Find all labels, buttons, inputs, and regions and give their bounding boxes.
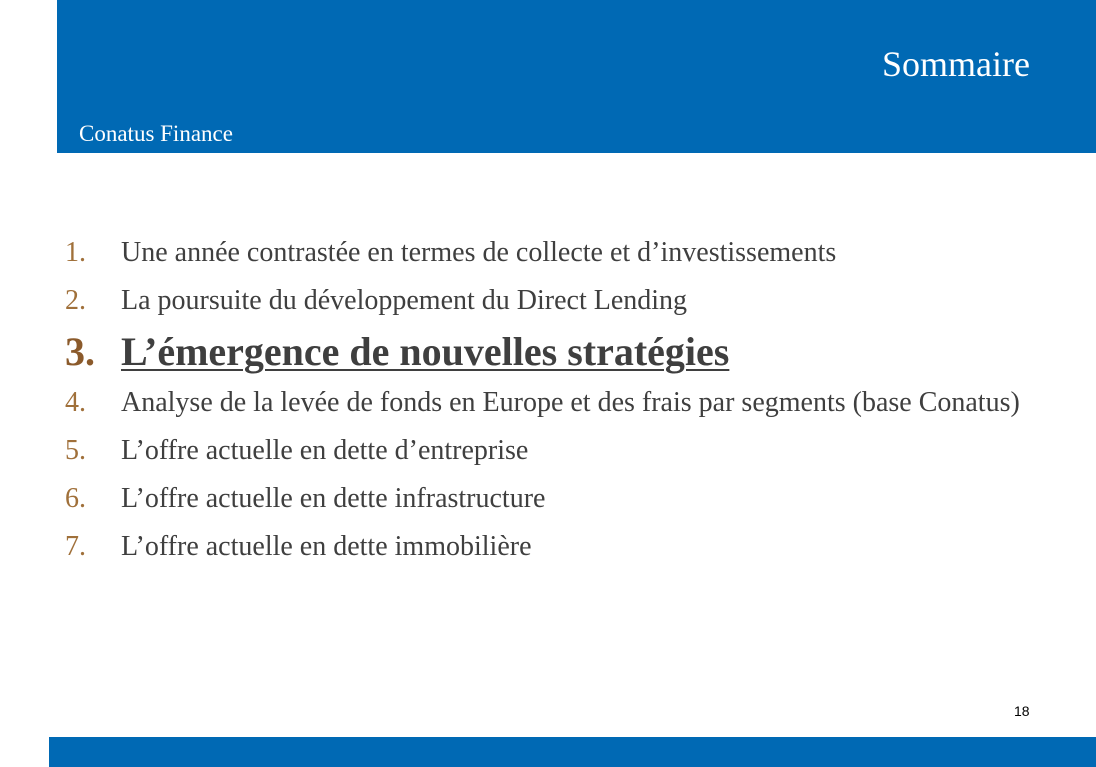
footer-band <box>49 737 1096 767</box>
header-band <box>57 0 1096 153</box>
table-of-contents <box>65 232 1045 574</box>
toc-item-2[interactable] <box>65 280 1045 321</box>
toc-item-1[interactable] <box>65 232 1045 273</box>
toc-item-label: Une année contrastée en termes de collecte et d’investissements <box>121 237 837 268</box>
toc-item-3-current[interactable] <box>65 328 1045 376</box>
toc-item-label: L’offre actuelle en dette immobilière <box>121 531 532 562</box>
company-name: Conatus Finance <box>79 121 233 146</box>
toc-item-number: 7. <box>65 531 86 562</box>
toc-item-6[interactable] <box>65 478 1045 519</box>
toc-item-label: L’offre actuelle en dette d’entreprise <box>121 435 529 466</box>
toc-item-label: L’offre actuelle en dette infrastructure <box>121 483 546 514</box>
toc-item-label: La poursuite du développement du Direct Lending <box>121 285 688 316</box>
toc-item-5[interactable] <box>65 430 1045 471</box>
toc-item-number: 4. <box>65 387 86 418</box>
toc-item-7[interactable] <box>65 526 1045 567</box>
slide-title: Sommaire <box>882 44 1030 84</box>
toc-item-number: 2. <box>65 285 86 316</box>
toc-item-label: Analyse de la levée de fonds en Europe et des frais par segments (base Conatus) <box>121 387 1020 418</box>
toc-item-4[interactable] <box>65 382 1045 423</box>
toc-item-number: 6. <box>65 483 86 514</box>
page-number: 18 <box>1014 703 1030 719</box>
toc-item-number: 1. <box>65 237 86 268</box>
toc-item-label: L’émergence de nouvelles stratégies <box>121 329 730 374</box>
toc-item-number: 3. <box>65 329 95 374</box>
toc-item-number: 5. <box>65 435 86 466</box>
